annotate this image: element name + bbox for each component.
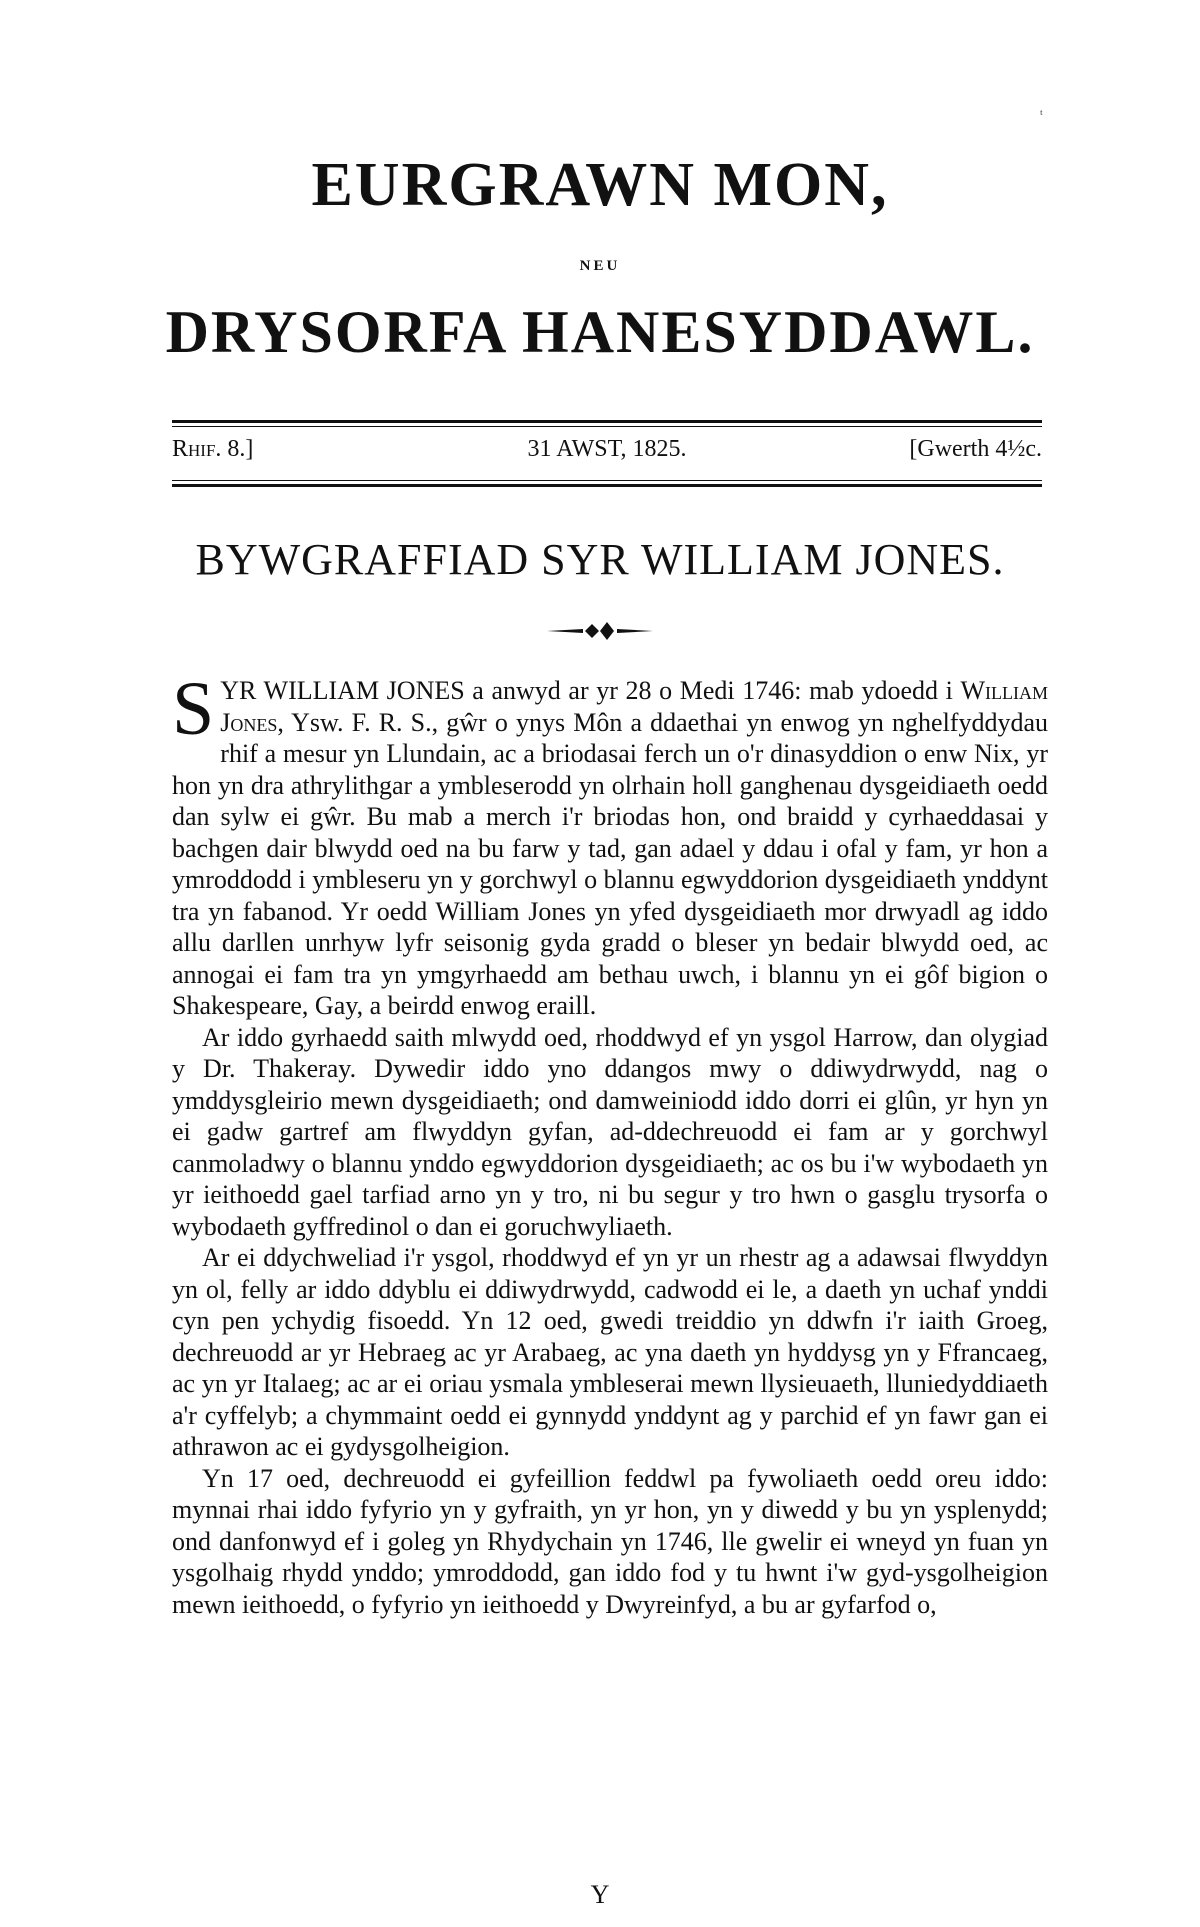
issue-price: [Gwerth 4½c. <box>909 436 1042 462</box>
bottom-thin-rule <box>172 480 1042 481</box>
issue-date: 31 AWST, 1825. <box>527 436 687 462</box>
paragraph-1 <box>172 667 1048 1022</box>
paragraph-2: Ar iddo gyrhaedd saith mlwydd oed, rhoddwyd ef yn ysgol Harrow, dan olygiad y Dr. Thakeray. Dywedir iddo yno ddangos mwy o ddiwydrwydd, nag o ymddysgleirio mewn dysgeidiaeth; ond damweiniodd iddo dorri ei glûn, yr hyn yn ei gadw gartref am flwyddyn gyfan, ad-ddechreuodd ei fam ar y gorchwyl canmoladwy o blannu ynddo egwyddorion dysgeidiaeth; ac os bu i'w wybodaeth yn yr ieithoedd gael tarfiad arno yn y tro, ni bu segur y tro hwn o gasglu trysorfa o wybodaeth gyffredinol o dan ei goruchwyliaeth. <box>172 1022 1048 1241</box>
paragraph-1-name: William Jones <box>220 676 1048 737</box>
masthead-title: EURGRAWN MON, <box>311 151 889 219</box>
paragraph-4: Yn 17 oed, dechreuodd ei gyfeillion feddwl pa fywoliaeth oedd oreu iddo: mynnai rhai iddo fyfyrio yn y gyfraith, yn yr hon, yn y diwedd y bu yn ysplenydd; ond danfonwyd ef i goleg yn Rhydychain yn 1746, lle gwelir ei wneyd yn fuan yn ysgolhaig rhydd ynddo; ymroddodd, gan iddo fod y tu hwnt i'w gyd-ysgolheigion mewn ieithoedd, o fyfyrio yn ieithoedd y Dwyreinfyd, a bu ar gyfarfod o, <box>172 1463 1048 1619</box>
issue-line <box>172 436 1042 470</box>
masthead-subtitle: DRYSORFA HANESYDDAWL. <box>165 299 1035 365</box>
top-thin-rule <box>172 426 1042 427</box>
paragraph-1-text-b: , Ysw. F. R. S., gŵr o ynys Môn a ddaethai yn enwog yn nghelfyddydau rhif a mesur yn Llundain, ac a briodasai ferch un o'r dinasyddion o enw Nix, yr hon yn dra athrylithgar a ymbleserodd yn olrhain holl ganghenau dysgeidiaeth oedd dan sylw ei gŵr. Bu mab a merch i'r briodas hon, ond braidd y cyrhaeddasai y bachgen dair blwydd oed na bu farw y tad, gan adael y ddau i ofal y fam, yr hon a ymroddodd i ymbleseru yn y gorchwyl o blannu egwyddorion dysgeidiaeth ynddynt tra yn fabanod. Yr oedd William Jones yn yfed dysgeidiaeth mor drwyadl ag iddo allu darllen unrhyw lyfr seisonig gyda gradd o bleser yn bedair blwydd oed, ac annogai ei fam tra yn ymgyrhaedd am bethau uwch, i blannu yn ei gôf bigion o Shakespeare, Gay, a beirdd enwog eraill. <box>172 707 1048 1020</box>
drop-cap: S <box>172 667 215 751</box>
paragraph-3: Ar ei ddychweliad i'r ysgol, rhoddwyd ef yn yr un rhestr ag a adawsai flwyddyn yn ol, felly ar iddo ddyblu ei ddiwydrwydd, cadwodd ei le, a daeth yn uchaf ynddi cyn pen ychydig fisoedd. Yn 12 oed, gwedi treiddio yn ddwfn i'r iaith Groeg, dechreuodd ar yr Hebraeg ac yr Arabaeg, ac yna daeth yn hyddysg yn y Ffrancaeg, ac yn yr Italaeg; ac ar ei oriau ysmala ymbleserai mewn llysieuaeth, lluniedyddiaeth a'r cyffelyb; a chymmaint oedd ei gynnydd ynddynt ag y parchid ef yn fawr gan ei athrawon ac ei gydysgolheigion. <box>172 1243 1048 1461</box>
issue-number: Rhif. 8.] <box>172 436 254 462</box>
catchword: Y <box>590 1880 610 1909</box>
article-heading: BYWGRAFFIAD SYR WILLIAM JONES. <box>195 535 1005 584</box>
paragraph-1-text-a: YR WILLIAM JONES a anwyd ar yr 28 o Medi 1746: mab ydoedd i <box>220 676 961 705</box>
bottom-thick-rule <box>172 484 1042 487</box>
masthead-connector: NEU <box>579 258 621 274</box>
article-body <box>172 667 1048 1620</box>
ornament-divider-icon <box>545 616 655 646</box>
top-thick-rule <box>172 420 1042 423</box>
corner-mark: ᵗ <box>1040 108 1043 123</box>
